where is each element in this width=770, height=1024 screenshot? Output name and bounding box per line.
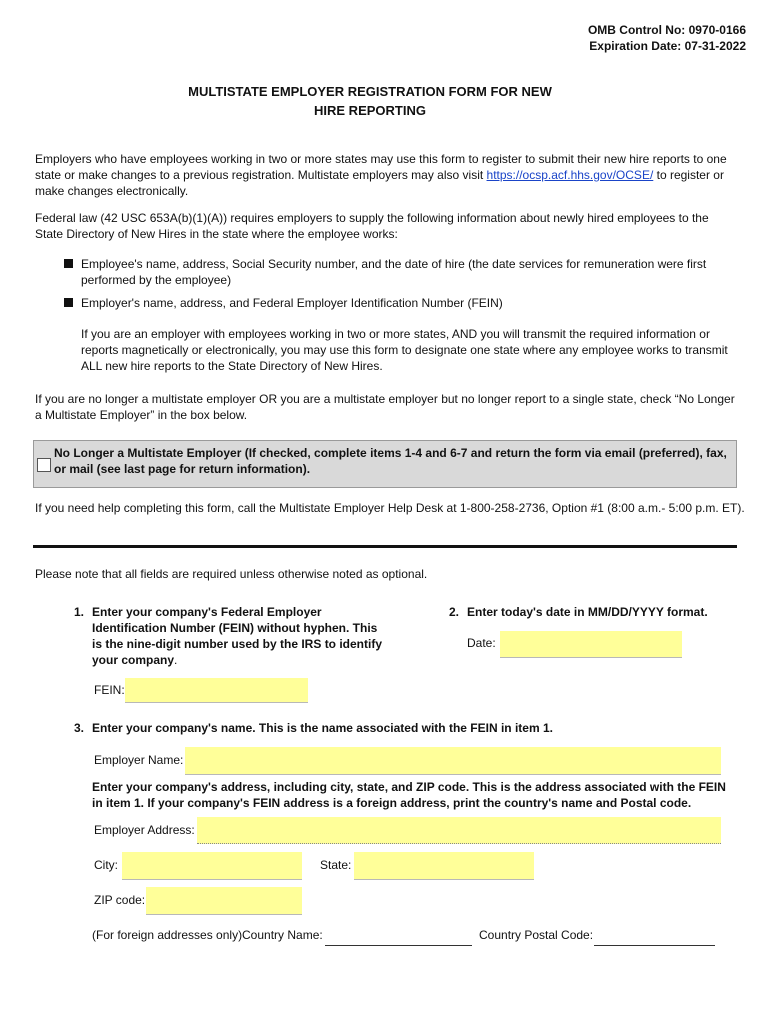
employer-address-label: Employer Address: xyxy=(94,823,195,837)
required-fields-note: Please note that all fields are required unless otherwise noted as optional. xyxy=(35,567,428,581)
no-longer-multistate-checkbox[interactable] xyxy=(37,458,51,472)
country-name-label: Country Name: xyxy=(242,928,323,942)
item-3-number: 3. xyxy=(74,721,85,735)
employer-name-label: Employer Name: xyxy=(94,753,184,767)
expiration-date: Expiration Date: 07-31-2022 xyxy=(589,39,746,53)
state-input[interactable] xyxy=(354,852,534,880)
bullet-icon xyxy=(64,298,73,307)
no-longer-multistate-label: No Longer a Multistate Employer (If checked, complete items 1-4 and 6-7 and return the form via email (preferred), fax, or mail (see last page for return information). xyxy=(54,446,727,476)
bullet-icon xyxy=(64,259,73,268)
zip-code-input[interactable] xyxy=(146,887,302,915)
omb-control-number: OMB Control No: 0970-0166 xyxy=(587,23,746,37)
item-2-number: 2. xyxy=(449,605,460,619)
form-title-line2: HIRE REPORTING xyxy=(314,103,426,118)
state-label: State: xyxy=(320,858,352,872)
city-label: City: xyxy=(94,858,118,872)
intro-paragraph-3: If you are an employer with employees working in two or more states, AND you will transmit the required information or reports magnetically or electronically, you may use this form to designate one state where any employee works to transmit ALL new hire reports to the State Directory of New Hires. xyxy=(81,327,728,373)
zip-code-label: ZIP code: xyxy=(94,893,146,907)
country-postal-code-label: Country Postal Code: xyxy=(479,928,594,942)
address-instruction: Enter your company's address, including city, state, and ZIP code. This is the address associated with the FEIN in item 1. If your company's FEIN address is a foreign address, print the country's name and Postal code. xyxy=(92,780,726,810)
help-desk-text: If you need help completing this form, call the Multistate Employer Help Desk at 1-800-258-2736, Option #1 (8:00 a.m.- 5:00 p.m. ET). xyxy=(35,501,745,515)
form-title xyxy=(150,82,590,120)
section-divider xyxy=(33,545,737,548)
city-input[interactable] xyxy=(122,852,302,880)
country-name-input[interactable] xyxy=(325,945,472,946)
intro-paragraph-4: If you are no longer a multistate employer OR you are a multistate employer but no longer report to a single state, check “No Longer a Multistate Employer” in the box below. xyxy=(35,392,735,422)
intro-paragraph-1: Employers who have employees working in two or more states may use this form to register to submit their new hire reports to one state or make changes to a previous registration. Multistate employers may also visit https://ocsp.acf.hhs.gov/OCSE/ to register or make changes electronically. xyxy=(35,152,727,198)
item-1-instruction: Enter your company's Federal Employer Identification Number (FEIN) without hyphen. This is the nine-digit number used by the IRS to identify your company. xyxy=(92,605,383,667)
fein-input[interactable] xyxy=(125,678,308,703)
intro-paragraph-2: Federal law (42 USC 653A(b)(1)(A)) requires employers to supply the following information about newly hired employees to the State Directory of New Hires in the state where the employee works: xyxy=(35,211,709,241)
omb-info xyxy=(588,22,746,54)
fein-label: FEIN: xyxy=(94,683,125,697)
ocse-link[interactable]: https://ocsp.acf.hhs.gov/OCSE/ xyxy=(486,168,654,182)
item-3-instruction: Enter your company's name. This is the name associated with the FEIN in item 1. xyxy=(92,721,553,735)
foreign-address-note: (For foreign addresses only) xyxy=(92,928,243,942)
bullet-item-2: Employer's name, address, and Federal Employer Identification Number (FEIN) xyxy=(81,296,503,310)
bullet-item-1: Employee's name, address, Social Security number, and the date of hire (the date services for remuneration were first performed by the employee) xyxy=(81,257,707,287)
country-postal-code-input[interactable] xyxy=(594,945,715,946)
form-title-line1: MULTISTATE EMPLOYER REGISTRATION FORM FOR NEW xyxy=(188,84,552,99)
date-label: Date: xyxy=(467,636,496,650)
item-1-number: 1. xyxy=(74,605,85,619)
employer-address-input[interactable] xyxy=(197,817,721,844)
date-input[interactable] xyxy=(500,631,682,658)
employer-name-input[interactable] xyxy=(185,747,721,775)
item-2-instruction: Enter today's date in MM/DD/YYYY format. xyxy=(467,605,708,619)
